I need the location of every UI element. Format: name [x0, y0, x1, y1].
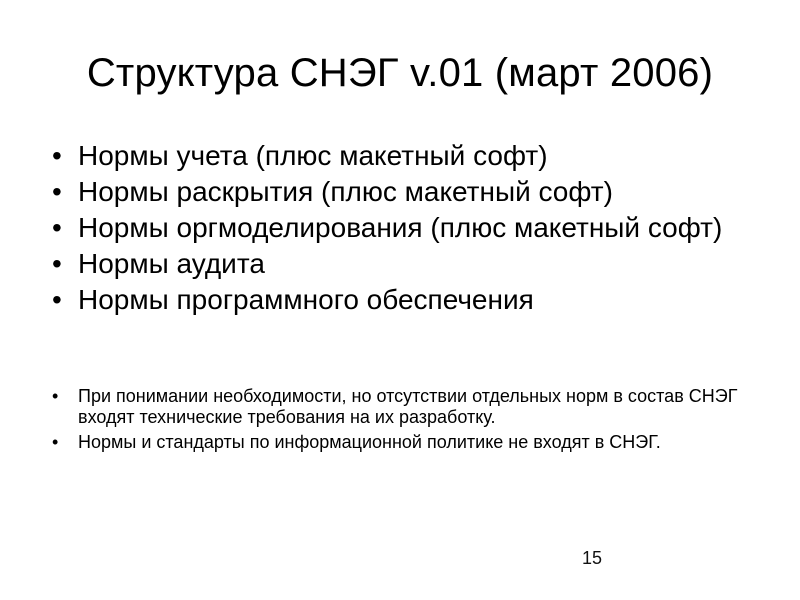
note-list-item	[52, 432, 752, 453]
main-list-item-text: Нормы учета (плюс макетный софт)	[78, 140, 548, 171]
bullet-icon: •	[52, 212, 62, 243]
main-list-item-text: Нормы оргмоделирования (плюс макетный софт)	[78, 212, 723, 243]
note-list-item-text: Нормы и стандарты по информационной политике не входят в СНЭГ.	[78, 432, 661, 452]
note-list-item-text: При понимании необходимости, но отсутствии отдельных норм в состав СНЭГ входят технические требования на их разработку.	[78, 386, 738, 427]
bullet-icon: •	[52, 176, 62, 207]
main-list-item-text: Нормы раскрытия (плюс макетный софт)	[78, 176, 613, 207]
note-list-item	[52, 386, 752, 428]
bullet-icon: •	[52, 284, 62, 315]
page-number: 15	[581, 548, 602, 568]
bullet-icon: •	[52, 386, 59, 406]
bullet-icon: •	[52, 140, 62, 171]
main-list-item	[52, 141, 732, 171]
main-list-item-text: Нормы аудита	[78, 248, 265, 279]
main-list-item	[52, 249, 732, 279]
main-list-item	[52, 213, 732, 243]
main-list-item-text: Нормы программного обеспечения	[78, 284, 534, 315]
bullet-icon: •	[52, 248, 62, 279]
note-bullet-list	[52, 386, 752, 457]
main-list-item	[52, 285, 732, 315]
main-bullet-list	[52, 141, 732, 321]
slide-title: Структура СНЭГ v.01 (март 2006)	[86, 51, 714, 95]
main-list-item	[52, 177, 732, 207]
bullet-icon: •	[52, 432, 59, 452]
